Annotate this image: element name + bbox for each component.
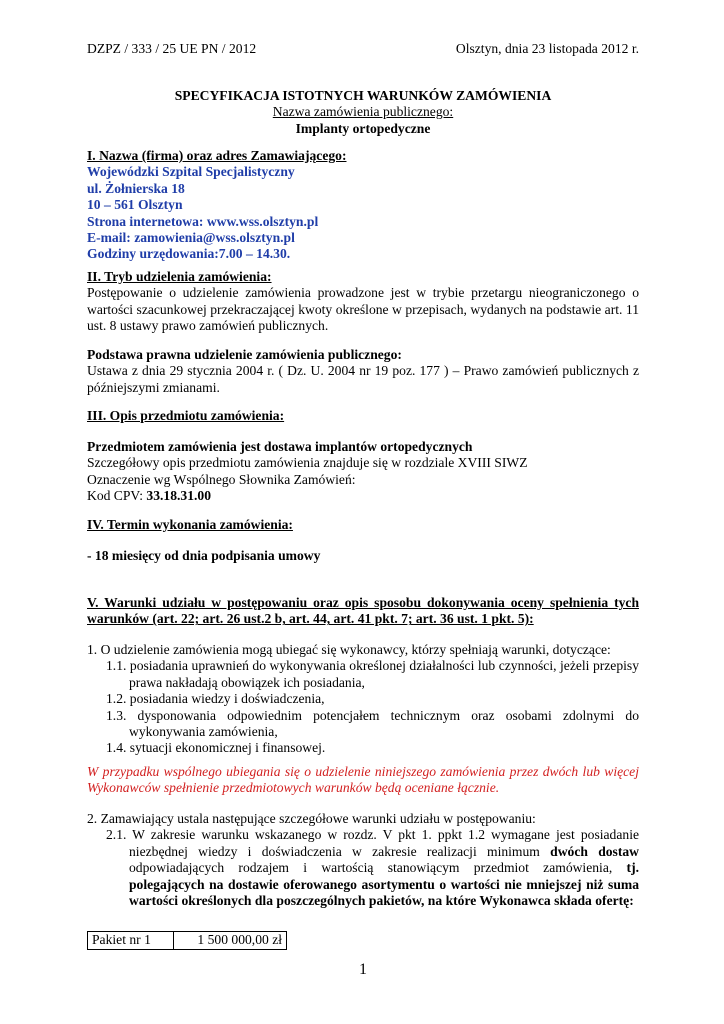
document-page bbox=[87, 0, 639, 1024]
procedure-text-line: Postępowanie o udzielenie zamówienia prowadzone jest w trybie przetargu nieograniczonego o bbox=[87, 285, 639, 301]
legal-basis bbox=[87, 347, 639, 396]
section-5-heading-line: warunków (art. 22; art. 26 ust.2 b, art. 44, art. 41 pkt. 7; art. 36 ust. 1 pkt. 5): bbox=[87, 611, 534, 627]
legal-basis-line: Ustawa z dnia 29 stycznia 2004 r. ( Dz. U. 2004 nr 19 poz. 177 ) – Prawo zamówień publicznych z bbox=[87, 363, 639, 379]
table-row bbox=[88, 932, 287, 950]
cpv-dictionary-label: Oznaczenie wg Wspólnego Słownika Zamówień: bbox=[87, 471, 356, 487]
order-name-label: Nazwa zamówienia publicznego: bbox=[272, 104, 454, 120]
subject-line: Przedmiotem zamówienia jest dostawa implantów ortopedycznych bbox=[87, 439, 473, 454]
document-title: SPECYFIKACJA ISTOTNYCH WARUNKÓW ZAMÓWIENIA bbox=[174, 88, 552, 103]
condition-sub-1-2: 1.2. posiadania wiedzy i doświadczenia, bbox=[106, 691, 325, 707]
section-2-heading: II. Tryb udzielenia zamówienia: bbox=[87, 269, 272, 284]
legal-basis-heading: Podstawa prawna udzielenie zamówienia publicznego: bbox=[87, 347, 402, 362]
condition-sub-2-1-cont bbox=[87, 844, 639, 860]
conditions-list bbox=[87, 642, 639, 757]
joint-application-note bbox=[87, 764, 639, 797]
section-3 bbox=[87, 408, 639, 424]
procedure-text-line: wartości szacunkowej przekraczającej kwoty określone w przepisach, wydanych na podstawie art. 11 bbox=[87, 301, 639, 317]
place-date: Olsztyn, dnia 23 listopada 2012 r. bbox=[455, 41, 639, 56]
condition-sub-1-3: 1.3. dysponowania odpowiednim potencjałem technicznym oraz osobami zdolnymi do bbox=[106, 707, 639, 723]
term-line: - 18 miesięcy od dnia podpisania umowy bbox=[87, 548, 321, 563]
page-header bbox=[87, 41, 639, 57]
joint-note-line: Wykonawców spełnienie przedmiotowych warunków będą oceniane łącznie. bbox=[87, 780, 500, 796]
detailed-conditions bbox=[87, 811, 639, 909]
section-2 bbox=[87, 269, 639, 335]
hospital-email[interactable]: E-mail: zamowienia@wss.olsztyn.pl bbox=[87, 230, 295, 246]
title-block bbox=[87, 88, 639, 137]
text-run: odpowiadających rodzajem i wartością stanowiącym przedmiot zamówienia, bbox=[129, 860, 627, 876]
procedure-text-line: ust. 8 ustawy prawo zamówień publicznych. bbox=[87, 318, 329, 334]
subject-detail: Szczegółowy opis przedmiotu zamówienia znajduje się w rozdziale XVIII SIWZ bbox=[87, 455, 528, 471]
section-3-heading: III. Opis przedmiotu zamówienia: bbox=[87, 408, 285, 423]
hospital-name: Wojewódzki Szpital Specjalistyczny bbox=[87, 164, 295, 180]
condition-sub-2-1: 2.1. W zakresie warunku wskazanego w rozdz. V pkt 1. ppkt 1.2 wymagane jest posiadanie bbox=[106, 827, 639, 843]
office-hours: Godziny urzędowania:7.00 – 14.30. bbox=[87, 246, 291, 262]
condition-sub-2-1-cont bbox=[87, 860, 639, 876]
section-4-body bbox=[87, 548, 639, 564]
cpv-code-line bbox=[87, 488, 639, 504]
section-4-heading: IV. Termin wykonania zamówienia: bbox=[87, 517, 293, 532]
package-value: 1 500 000,00 zł bbox=[174, 932, 287, 950]
package-label: Pakiet nr 1 bbox=[88, 932, 174, 950]
hospital-website[interactable]: Strona internetowa: www.wss.olsztyn.pl bbox=[87, 213, 319, 229]
condition-item-2: 2. Zamawiający ustala następujące szczegółowe warunki udziału w postępowaniu: bbox=[87, 811, 536, 826]
order-name: Implanty ortopedyczne bbox=[295, 120, 431, 136]
condition-sub-1-1-cont: prawa nakładają obowiązek ich posiadania, bbox=[129, 674, 365, 690]
legal-basis-line: późniejszymi zmianami. bbox=[87, 379, 220, 395]
hospital-city: 10 – 561 Olsztyn bbox=[87, 197, 183, 213]
emphasis-run: dwóch dostaw bbox=[550, 843, 639, 859]
package-table bbox=[87, 931, 287, 950]
joint-note-line: W przypadku wspólnego ubiegania się o udzielenie niniejszego zamówienia przez dwóch lub więcej bbox=[87, 764, 639, 779]
section-5-heading bbox=[87, 595, 639, 628]
text-run: niezbędnej wiedzy i doświadczenia w zakresie realizacji minimum bbox=[129, 843, 551, 859]
condition-item-1: 1. O udzielenie zamówienia mogą ubiegać się wykonawcy, którzy spełniają warunki, dotyczące: bbox=[87, 642, 611, 657]
section-4 bbox=[87, 517, 639, 533]
condition-sub-2-1-cont: wartości określonych dla poszczególnych pakietów, na które Wykonawca składa ofertę: bbox=[129, 893, 634, 909]
section-1 bbox=[87, 148, 639, 263]
section-5-heading-line: V. Warunki udziału w postępowaniu oraz opis sposobu dokonywania oceny spełnienia tych bbox=[87, 595, 639, 610]
section-3-body bbox=[87, 439, 639, 505]
package-table-wrap bbox=[87, 931, 639, 950]
cpv-label: Kod CPV: bbox=[87, 488, 147, 504]
condition-sub-1-4: 1.4. sytuacji ekonomicznej i finansowej. bbox=[106, 740, 326, 756]
cpv-value: 33.18.31.00 bbox=[146, 488, 211, 504]
page-number: 1 bbox=[359, 961, 367, 978]
condition-sub-2-1-cont: polegających na dostawie oferowanego asortymentu o wartości nie mniejszej niż suma bbox=[129, 876, 639, 892]
hospital-street: ul. Żołnierska 18 bbox=[87, 180, 185, 196]
section-1-heading: I. Nazwa (firma) oraz adres Zamawiającego: bbox=[87, 148, 347, 163]
condition-sub-1-3-cont: wykonywania zamówienia, bbox=[129, 724, 278, 740]
case-number: DZPZ / 333 / 25 UE PN / 2012 bbox=[87, 41, 257, 56]
emphasis-run: tj. bbox=[626, 860, 639, 876]
condition-sub-1-1: 1.1. posiadania uprawnień do wykonywania określonej działalności lub czynności, jeżeli przepisy bbox=[106, 658, 639, 674]
